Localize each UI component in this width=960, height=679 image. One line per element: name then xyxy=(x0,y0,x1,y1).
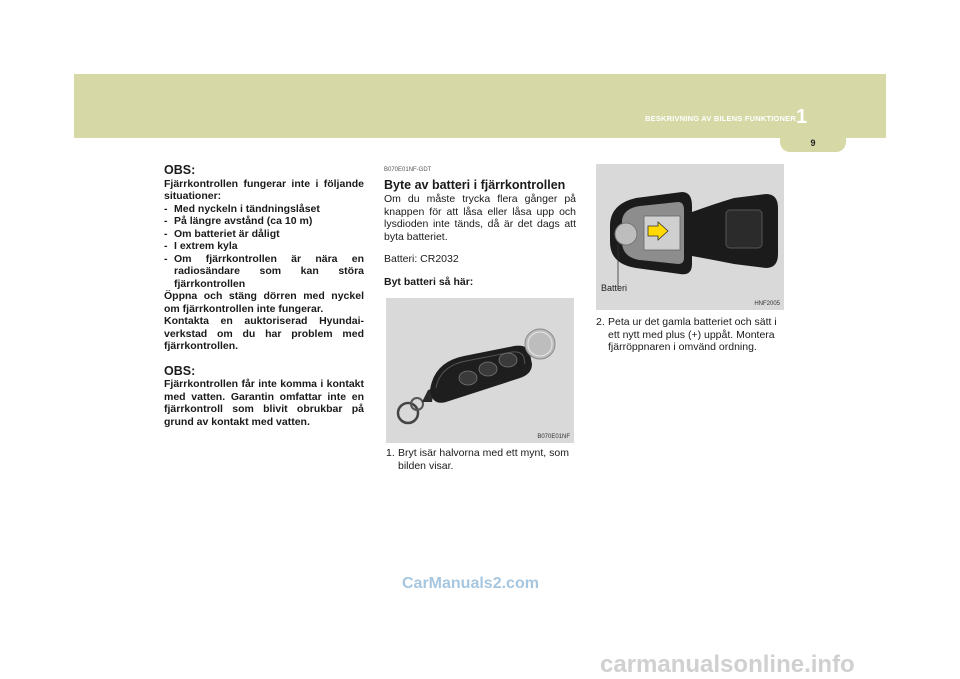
chapter-number: 1 xyxy=(796,106,808,128)
page-tab xyxy=(780,136,846,152)
section-heading: Byte av batteri i fjärrkontrollen xyxy=(384,177,566,192)
remote-key-illustration xyxy=(386,298,574,443)
obs-outro: Kontakta en auktoriserad Hyundai-verkstad om du har problem med fjärrkontrollen. xyxy=(164,315,364,352)
list-item: - På längre avstånd (ca 10 m) xyxy=(164,215,313,227)
header-band xyxy=(74,74,886,138)
obs-title: OBS: xyxy=(164,163,196,177)
watermark: CarManuals2.com xyxy=(402,575,539,592)
key-figure xyxy=(386,298,574,443)
figure-code: HNF2005 xyxy=(754,301,780,307)
figure-code: B070E01NF xyxy=(537,434,570,440)
list-item: - Om fjärrkontrollen är nära en radiosändare som kan störa fjärrkontrollen xyxy=(164,252,364,290)
battery-figure xyxy=(596,164,784,310)
list-item: - Med nyckeln i tändningslåset xyxy=(164,202,320,215)
obs-intro: Fjärrkontrollen fungerar inte i följande situationer: xyxy=(164,177,364,202)
dash: - xyxy=(164,202,168,215)
section-code: B070E01NF-GDT xyxy=(384,167,432,173)
obs-text: Fjärrkontrollen får inte komma i kontakt med vatten. Garantin omfattar inte en fjärrkontroll som blivit obrukbar på grund av kontakt med vatten. xyxy=(164,378,364,428)
step-1 xyxy=(386,447,576,472)
obs-title: OBS: xyxy=(164,363,196,378)
list-item: - Om batteriet är dåligt xyxy=(164,227,280,240)
chapter-title: BESKRIVNING AV BILENS FUNKTIONER xyxy=(645,114,796,123)
dash: - xyxy=(164,215,168,227)
step-text: Bryt isär halvorna med ett mynt, som bilden visar. xyxy=(398,447,569,472)
battery-section xyxy=(384,164,576,288)
list-item: - I extrem kyla xyxy=(164,240,238,252)
section-intro: Om du måste trycka flera gånger på knappen för att låsa eller låsa upp och lysdioden inte tänds, då är det dags att byta batteriet. xyxy=(384,193,576,243)
step-2 xyxy=(596,316,788,354)
dash: - xyxy=(164,227,168,240)
step-text: Peta ur det gamla batteriet och sätt i ett nytt med plus (+) uppåt. Montera fjärröppnaren i omvänd ordning. xyxy=(608,316,777,353)
battery-type: Batteri: CR2032 xyxy=(384,253,459,265)
dash: - xyxy=(164,240,168,252)
step-number: 2. xyxy=(596,316,605,328)
page-number: 9 xyxy=(810,138,816,148)
dash: - xyxy=(164,252,168,265)
battery-label: Batteri xyxy=(601,283,628,293)
step-number: 1. xyxy=(386,447,395,459)
watermark: carmanualsonline.info xyxy=(600,651,855,678)
how-to-label: Byt batteri så här: xyxy=(384,275,474,288)
notes-column xyxy=(164,164,364,428)
obs-outro: Öppna och stäng dörren med nyckel om fjärrkontrollen inte fungerar. xyxy=(164,290,364,315)
